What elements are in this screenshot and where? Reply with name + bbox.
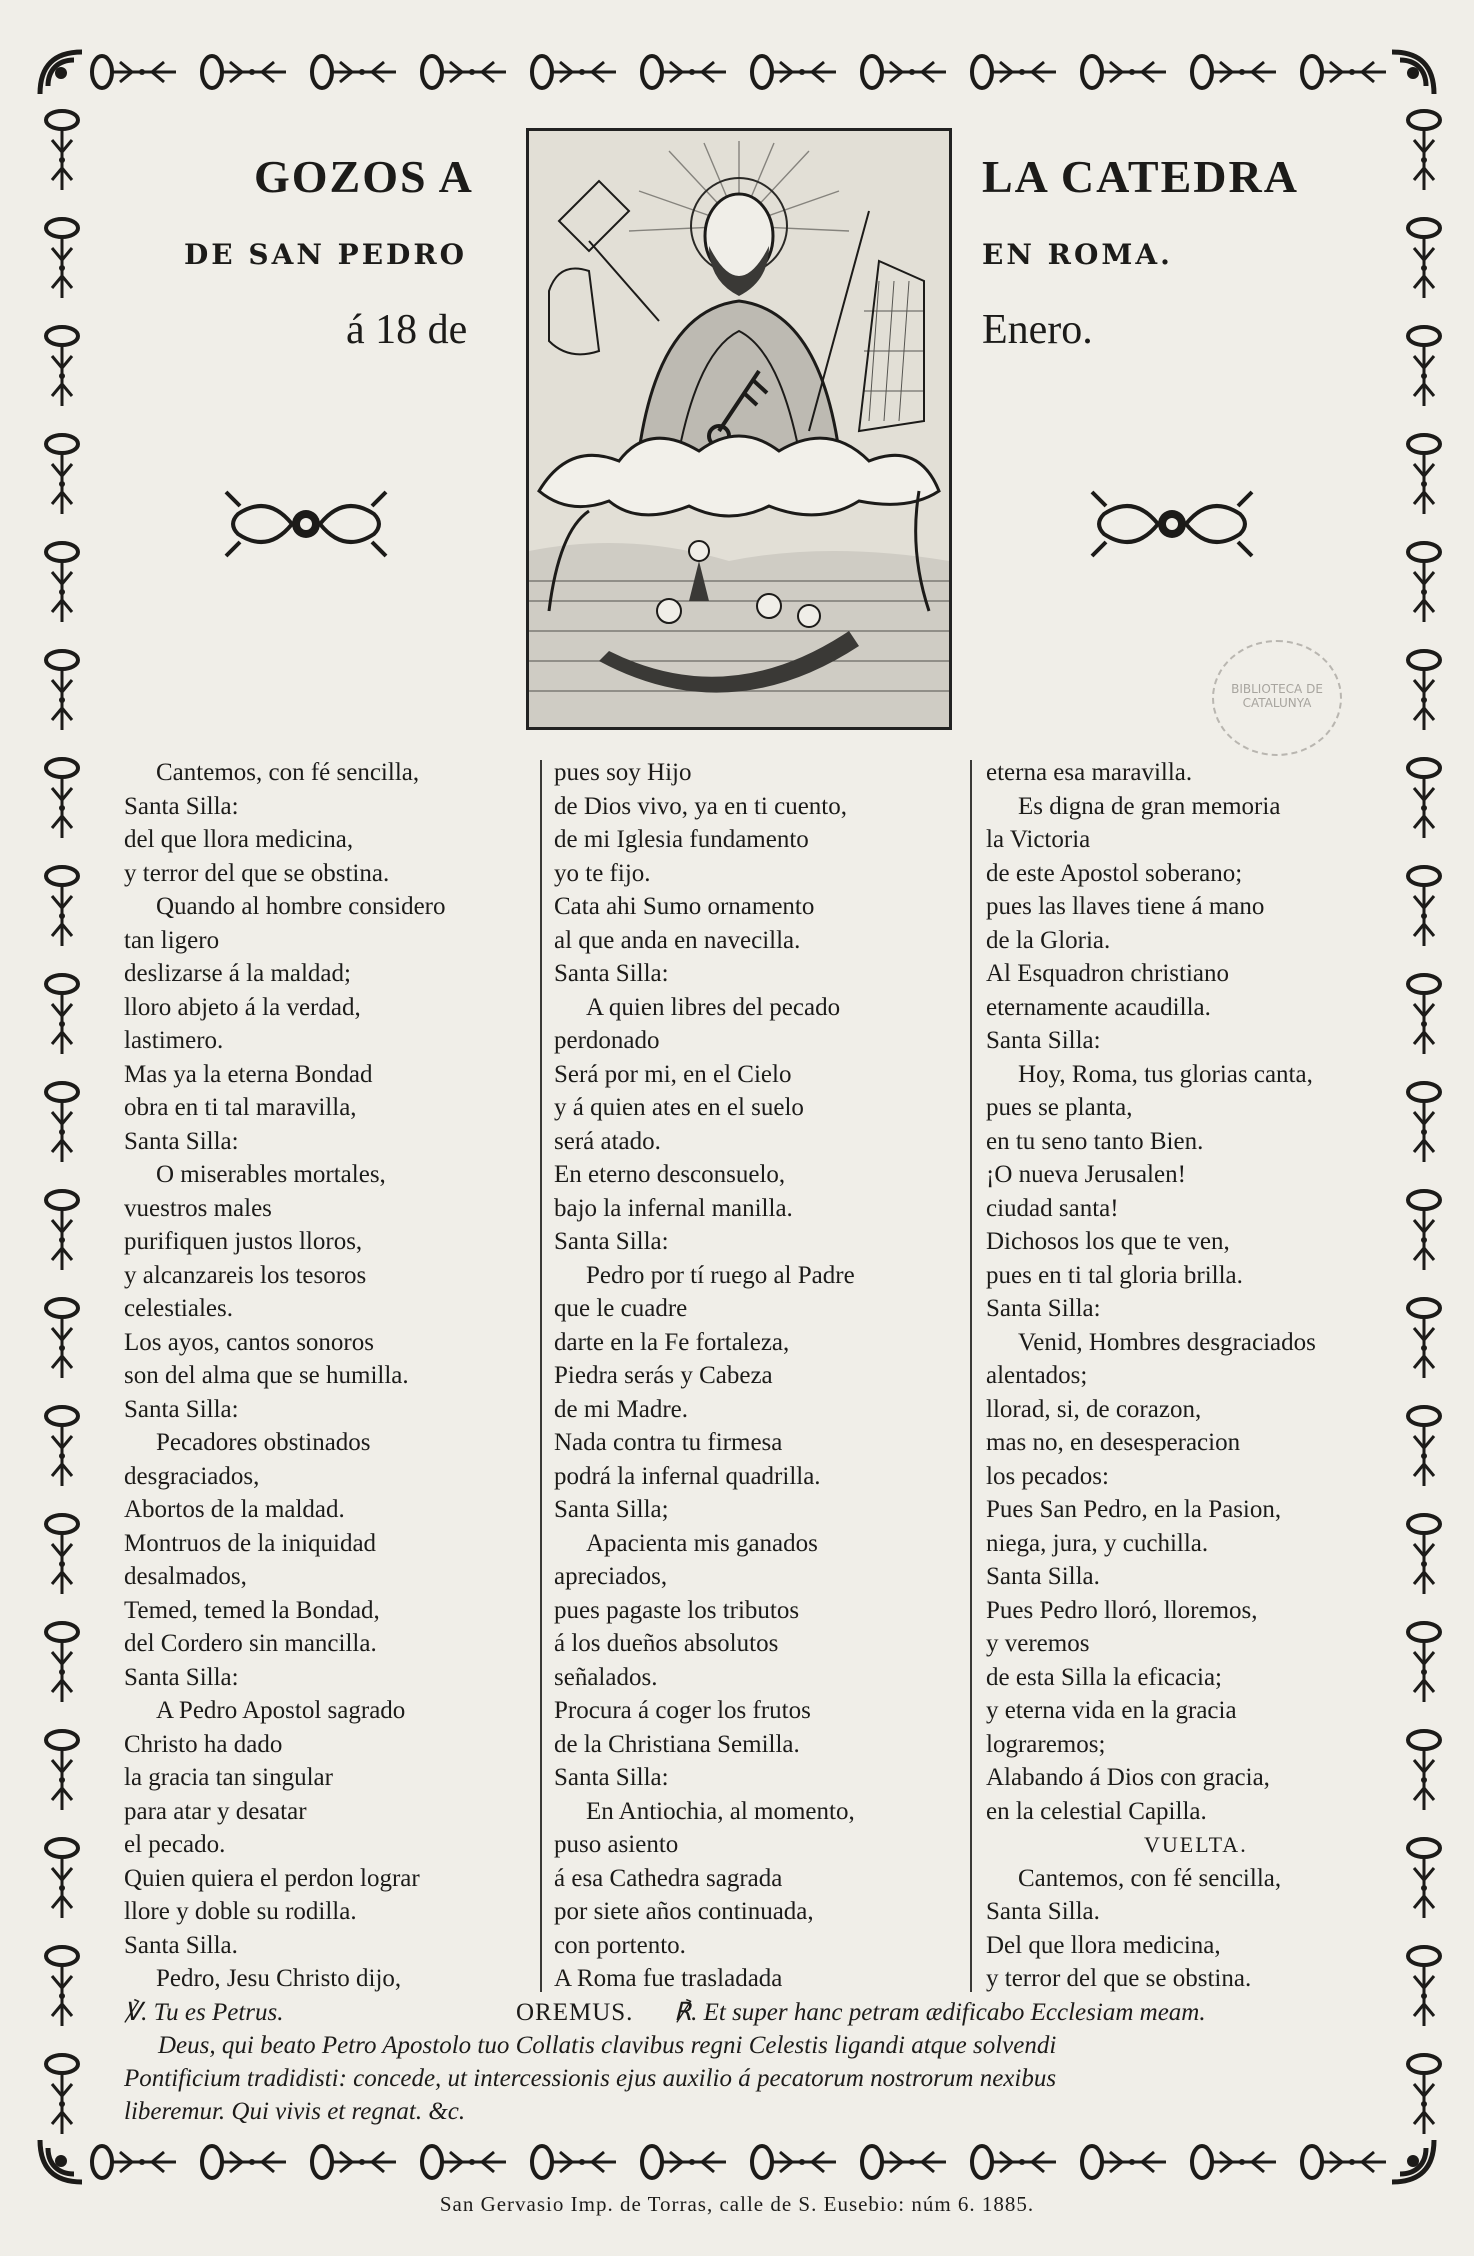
verse-line: y terror del que se obstina. [124,859,390,887]
bottom-ornamental-border [40,2140,1434,2184]
subtitle-right: EN ROMA. [982,238,1173,271]
verse-line: señalados. [554,1663,658,1691]
verse-line: Cata ahi Sumo ornamento [554,893,815,920]
verse-line: son del alma que se humilla. [124,1362,409,1389]
corner-ornament-top-left [34,46,88,100]
verse-line: Quien quiera el perdon lograr [124,1864,420,1892]
verse-line: yo te fijo. [554,859,651,887]
verse-line: obra en ti tal maravilla, [124,1094,357,1121]
subtitle-left: DE SAN PEDRO [184,238,467,271]
verse-line: en la celestial Capilla. [986,1797,1207,1825]
corner-ornament-top-right [1386,46,1440,100]
prayer-versicle: ℣. Tu es Petrus. [124,1999,284,2026]
verse-line: purifiquen justos lloros, [124,1228,363,1255]
prayer-line: liberemur. Qui vivis et regnat. &c. [124,2098,466,2125]
verse-line: ciudad santa! [986,1194,1119,1222]
verse-line: la gracia tan singular [124,1764,333,1791]
verse-line: de la Christiana Semilla. [554,1730,800,1758]
verse-line: Santa Silla: [554,1764,669,1791]
verse-line: Montruos de la iniquidad [124,1529,377,1557]
verse-line: A Pedro Apostol sagrado [156,1697,406,1724]
library-stamp [1212,640,1342,756]
verse-line: Cantemos, con fé sencilla, [1018,1864,1282,1892]
column-divider-1 [540,760,542,1992]
verse-line: Santa Silla. [986,1563,1100,1590]
verse-line: A Roma fue trasladada [554,1965,783,1992]
verse-line: desgraciados, [124,1462,260,1490]
verse-line: celestiales. [124,1295,233,1322]
verse-line: Santa Silla: [986,1027,1101,1054]
prayer-line: Deus, qui beato Petro Apostolo tuo Collatis clavibus regni Celestis ligandi atque solvendi [158,2032,1057,2059]
verse-line: de este Apostol soberano; [986,859,1243,887]
left-floral-ornament [218,484,394,564]
prayer-line: Pontificium tradidisti: concede, ut intercessionis ejus auxilio á pecatorum nostrorum nexibus [124,2065,1057,2092]
verse-line: del que llora medicina, [124,826,354,853]
verse-column-3 [986,756,1404,1996]
verse-line: Pues Pedro lloró, lloremos, [986,1596,1258,1624]
verse-line: Santa Silla: [986,1295,1101,1322]
verse-line: y á quien ates en el suelo [554,1094,804,1121]
verse-line: Procura á coger los frutos [554,1697,811,1724]
verse-line: En eterno desconsuelo, [554,1161,786,1188]
verse-line: que le cuadre [554,1295,688,1322]
right-floral-ornament [1084,484,1260,564]
verse-column-2 [554,756,974,1996]
verse-line: Santa Silla: [124,1395,239,1423]
verse-line: Apacienta mis ganados [586,1529,818,1557]
verse-line: Cantemos, con fé sencilla, [156,759,420,786]
verse-line: la Victoria [986,826,1091,853]
verse-line: pues soy Hijo [554,759,692,786]
verse-line: Santa Silla: [124,1663,239,1691]
corner-ornament-bottom-left [34,2134,88,2188]
verse-line: y eterna vida en la gracia [986,1697,1237,1724]
verse-line: á los dueños absolutos [554,1630,779,1657]
verse-line: de Dios vivo, ya en ti cuento, [554,792,847,820]
verse-line: mas no, en desesperacion [986,1429,1241,1456]
verse-line: Santa Silla: [554,960,669,987]
verse-line: lloro abjeto á la verdad, [124,993,361,1021]
verse-line: pues se planta, [986,1094,1133,1121]
verse-line: desalmados, [124,1563,247,1590]
verse-line: perdonado [554,1027,660,1054]
verse-line: Piedra serás y Cabeza [554,1362,773,1389]
verse-line: al que anda en navecilla. [554,926,801,954]
verse-line: Venid, Hombres desgraciados [1018,1328,1316,1356]
verse-line: lastimero. [124,1027,224,1054]
verse-line: llorad, si, de corazon, [986,1395,1202,1423]
prayer-oremus: OREMUS. [516,1999,634,2026]
verse-line: Santa Silla; [554,1496,669,1523]
verse-line: Pedro, Jesu Christo dijo, [156,1965,402,1992]
verse-line: Hoy, Roma, tus glorias canta, [1018,1060,1313,1088]
verse-line: podrá la infernal quadrilla. [554,1462,821,1490]
verse-line: VUELTA. [1144,1832,1248,1857]
verse-line: apreciados, [554,1563,668,1590]
verse-line: Pedro por tí ruego al Padre [586,1261,855,1289]
printer-imprint: San Gervasio Imp. de Torras, calle de S. Eusebio: núm 6. 1885. [439,2192,1035,2216]
verse-line: bajo la infernal manilla. [554,1194,793,1222]
library-stamp-text: BIBLIOTECA DE CATALUNYA [1231,682,1323,710]
verse-line: por siete años continuada, [554,1898,814,1925]
verse-line: eternamente acaudilla. [986,993,1211,1021]
verse-line: pues en ti tal gloria brilla. [986,1261,1243,1289]
verse-line: darte en la Fe fortaleza, [554,1328,790,1356]
verse-line: Santa Silla. [986,1898,1100,1925]
verse-line: Del que llora medicina, [986,1931,1221,1959]
date-left: á 18 de [346,307,468,353]
verse-line: puso asiento [554,1831,679,1858]
verse-line: Abortos de la maldad. [124,1496,345,1523]
verse-line: lograremos; [986,1730,1106,1758]
verse-line: de la Gloria. [986,926,1111,954]
verse-line: En Antiochia, al momento, [586,1797,855,1825]
verse-line: de mi Madre. [554,1395,688,1423]
verse-line: vuestros males [124,1194,272,1222]
verse-line: Es digna de gran memoria [1018,792,1281,820]
verse-line: pues pagaste los tributos [554,1596,800,1624]
prayer-block [124,1996,1364,2128]
saint-peter-woodcut-illustration [526,128,952,730]
verse-line: de mi Iglesia fundamento [554,826,809,853]
verse-line: ¡O nueva Jerusalen! [986,1161,1186,1188]
verse-line: Santa Silla: [554,1228,669,1255]
verse-line: A quien libres del pecado [586,993,841,1021]
verse-line: Nada contra tu firmesa [554,1429,783,1456]
verse-column-1 [124,756,544,1996]
verse-line: alentados; [986,1362,1088,1389]
verse-line: con portento. [554,1931,686,1959]
verse-line: del Cordero sin mancilla. [124,1630,377,1657]
verse-line: Pues San Pedro, en la Pasion, [986,1496,1282,1523]
verse-line: Será por mi, en el Cielo [554,1060,792,1088]
verse-line: Temed, temed la Bondad, [124,1596,380,1624]
verse-line: y veremos [986,1630,1090,1657]
verse-line: de esta Silla la eficacia; [986,1663,1222,1691]
right-ornamental-border [1402,90,1446,2140]
column-divider-2 [970,760,972,1992]
verse-line: y terror del que se obstina. [986,1965,1252,1992]
verse-line: Santa Silla: [124,792,239,820]
verse-line: Dichosos los que te ven, [986,1228,1230,1255]
verse-line: será atado. [554,1127,661,1155]
date-right: Enero. [982,307,1093,353]
title-right: LA CATEDRA [982,151,1299,202]
verse-line: el pecado. [124,1831,226,1858]
verse-line: á esa Cathedra sagrada [554,1864,783,1892]
verse-line: eterna esa maravilla. [986,759,1193,786]
verse-line: y alcanzareis los tesoros [124,1261,367,1289]
verse-line: Los ayos, cantos sonoros [124,1328,374,1356]
verse-line: Santa Silla: [124,1127,239,1155]
verse-line: tan ligero [124,926,220,954]
verse-line: para atar y desatar [124,1797,307,1825]
verse-line: Christo ha dado [124,1730,283,1758]
verse-line: Mas ya la eterna Bondad [124,1060,373,1088]
corner-ornament-bottom-right [1386,2134,1440,2188]
verse-line: O miserables mortales, [156,1161,386,1188]
verse-line: pues las llaves tiene á mano [986,893,1265,920]
verse-line: en tu seno tanto Bien. [986,1127,1204,1155]
verse-line: Alabando á Dios con gracia, [986,1764,1270,1791]
verse-line: Santa Silla. [124,1931,238,1959]
top-ornamental-border [40,50,1434,94]
verse-line: llore y doble su rodilla. [124,1898,357,1925]
title-left: GOZOS A [254,151,474,202]
verse-line: Pecadores obstinados [156,1429,371,1456]
verse-line: deslizarse á la maldad; [124,960,351,987]
left-ornamental-border [40,90,84,2140]
prayer-response: ℟. Et super hanc petram ædificabo Ecclesiam meam. [674,1999,1206,2026]
verse-line: Quando al hombre considero [156,893,446,920]
verse-line: Al Esquadron christiano [986,960,1230,987]
verse-line: los pecados: [986,1462,1109,1490]
verse-line: niega, jura, y cuchilla. [986,1529,1209,1557]
